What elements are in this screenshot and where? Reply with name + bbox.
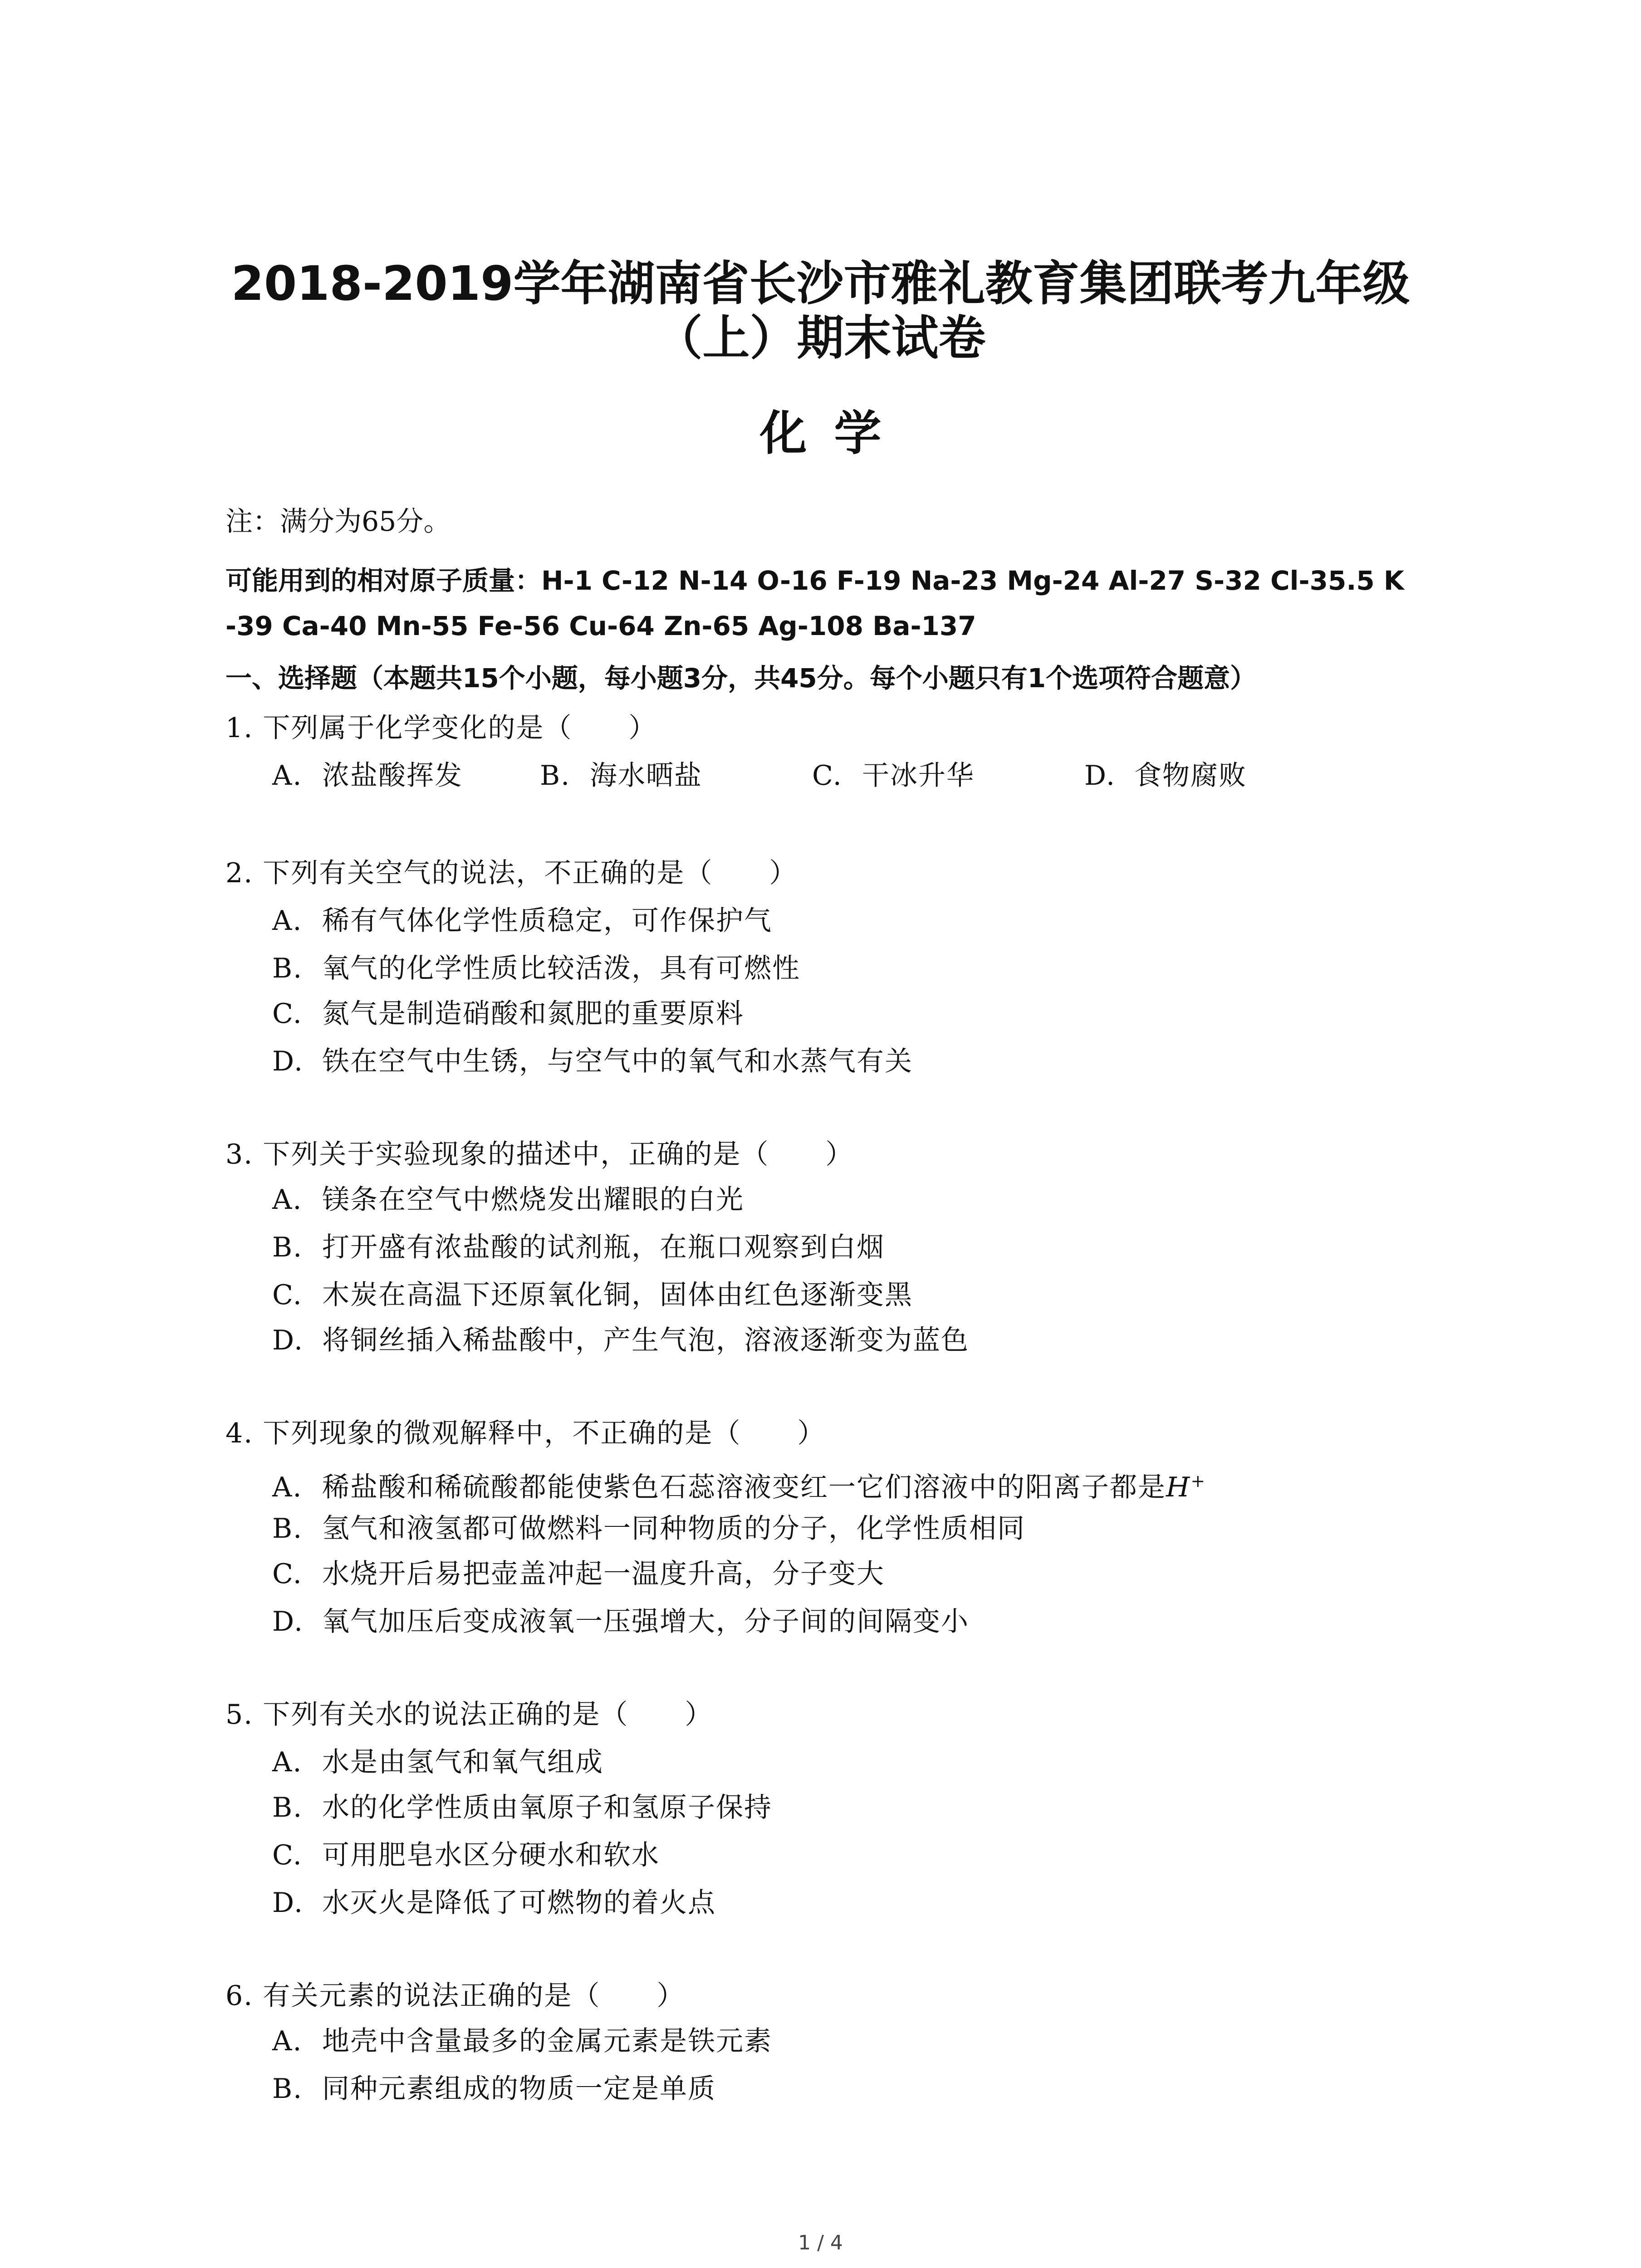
score-note: 注：满分为65分。: [225, 506, 451, 538]
question-2-stem: 2. 下列有关空气的说法，不正确的是（ ）: [225, 857, 798, 889]
option-text: 水灭火是降低了可燃物的着火点: [322, 1887, 716, 1919]
option-letter: D.: [272, 1325, 304, 1356]
question-3-option-b: [272, 1229, 885, 1266]
option-letter: B.: [540, 760, 571, 792]
option-text: 食物腐败: [1134, 760, 1247, 792]
question-4-option-a: [272, 1463, 1206, 1505]
option-letter: A.: [272, 2025, 303, 2057]
question-5-stem: 5. 下列有关水的说法正确的是（ ）: [225, 1699, 713, 1730]
question-3-option-d: [272, 1322, 969, 1359]
atomic-masses-line2: -39 Ca-40 Mn-55 Fe-56 Cu-64 Zn-65 Ag-108 Ba-137: [225, 611, 976, 641]
option-text: 氧气的化学性质比较活泼，具有可燃性: [322, 953, 800, 984]
question-6-option-a: [272, 2023, 772, 2059]
option-text: 干冰升华: [862, 760, 975, 792]
question-2-option-a: [272, 903, 772, 939]
option-letter: C.: [272, 1839, 303, 1871]
hydrogen-ion-formula: H+: [1166, 1471, 1206, 1503]
option-letter: A.: [272, 1746, 303, 1778]
option-text: 打开盛有浓盐酸的试剂瓶，在瓶口观察到白烟: [322, 1232, 885, 1263]
option-text: 浓盐酸挥发: [322, 760, 463, 792]
option-text: 铁在空气中生锈，与空气中的氧气和水蒸气有关: [322, 1046, 913, 1077]
option-text: 同种元素组成的物质一定是单质: [322, 2073, 716, 2105]
question-2-option-c: [272, 996, 744, 1032]
page-number: 1 / 4: [798, 2231, 843, 2254]
option-letter: C.: [812, 760, 843, 792]
option-letter: A.: [272, 760, 303, 792]
option-text: 木炭在高温下还原氧化铜，固体由红色逐渐变黑: [322, 1279, 913, 1311]
section-heading: 一、选择题（本题共15个小题，每小题3分，共45分。每个小题只有1个选项符合题意）: [225, 663, 1257, 694]
question-1-option-d: [1084, 758, 1247, 794]
option-text: 将铜丝插入稀盐酸中，产生气泡，溶液逐渐变为蓝色: [322, 1325, 969, 1356]
question-5-option-d: [272, 1885, 716, 1921]
question-3-stem: 3. 下列关于实验现象的描述中，正确的是（ ）: [225, 1139, 854, 1170]
option-letter: D.: [272, 1887, 304, 1919]
option-text: 氮气是制造硝酸和氮肥的重要原料: [322, 998, 744, 1030]
question-2-option-b: [272, 950, 800, 987]
option-letter: B.: [272, 953, 303, 984]
option-text: 稀盐酸和稀硫酸都能使紫色石蕊溶液变红一它们溶液中的阳离子都是: [322, 1471, 1166, 1503]
question-1-stem: 1. 下列属于化学变化的是（ ）: [225, 712, 657, 744]
option-letter: C.: [272, 1279, 303, 1311]
option-text: 水的化学性质由氧原子和氢原子保持: [322, 1792, 772, 1823]
question-5-option-b: [272, 1789, 772, 1826]
option-text: 氧气加压后变成液氧一压强增大，分子间的间隔变小: [322, 1606, 969, 1637]
question-1-option-c: [812, 758, 975, 794]
subject-heading: 化学: [759, 406, 909, 461]
question-3-option-a: [272, 1182, 744, 1218]
question-5-option-a: [272, 1744, 603, 1780]
option-letter: C.: [272, 1558, 303, 1590]
option-letter: A.: [272, 905, 303, 937]
question-4-option-c: [272, 1556, 885, 1592]
atomic-masses-line1: 可能用到的相对原子质量：H-1 C-12 N-14 O-16 F-19 Na-23 Mg-24 Al-27 S-32 Cl-35.5 K: [225, 565, 1404, 596]
option-letter: C.: [272, 998, 303, 1030]
question-1-option-b: [540, 758, 702, 794]
option-text: 水是由氢气和氧气组成: [322, 1746, 603, 1778]
question-2-option-d: [272, 1043, 913, 1080]
option-text: 可用肥皂水区分硬水和软水: [322, 1839, 660, 1871]
question-4-option-d: [272, 1603, 969, 1640]
option-letter: B.: [272, 1513, 303, 1545]
option-letter: D.: [272, 1606, 304, 1637]
question-4-option-b: [272, 1510, 1025, 1547]
question-6-stem: 6. 有关元素的说法正确的是（ ）: [225, 1980, 685, 2012]
option-text: 水烧开后易把壶盖冲起一温度升高，分子变大: [322, 1558, 885, 1590]
question-1-option-a: [272, 758, 463, 794]
option-letter: A.: [272, 1471, 303, 1503]
option-letter: B.: [272, 1232, 303, 1263]
option-text: 稀有气体化学性质稳定，可作保护气: [322, 905, 772, 937]
question-6-option-b: [272, 2071, 716, 2107]
option-text: 地壳中含量最多的金属元素是铁元素: [322, 2025, 772, 2057]
question-4-stem: 4. 下列现象的微观解释中，不正确的是（ ）: [225, 1418, 826, 1449]
option-text: 海水晒盐: [590, 760, 702, 792]
question-3-option-c: [272, 1277, 913, 1313]
option-letter: D.: [272, 1046, 304, 1077]
option-letter: A.: [272, 1184, 303, 1216]
option-text: 氢气和液氢都可做燃料一同种物质的分子，化学性质相同: [322, 1513, 1025, 1545]
option-letter: B.: [272, 1792, 303, 1823]
exam-title-line1: 2018-2019学年湖南省长沙市雅礼教育集团联考九年级: [231, 256, 1410, 311]
question-5-option-c: [272, 1837, 660, 1873]
option-text: 镁条在空气中燃烧发出耀眼的白光: [322, 1184, 744, 1216]
option-letter: B.: [272, 2073, 303, 2105]
option-letter: D.: [1084, 760, 1116, 792]
exam-title-line2: （上）期末试卷: [655, 310, 986, 366]
